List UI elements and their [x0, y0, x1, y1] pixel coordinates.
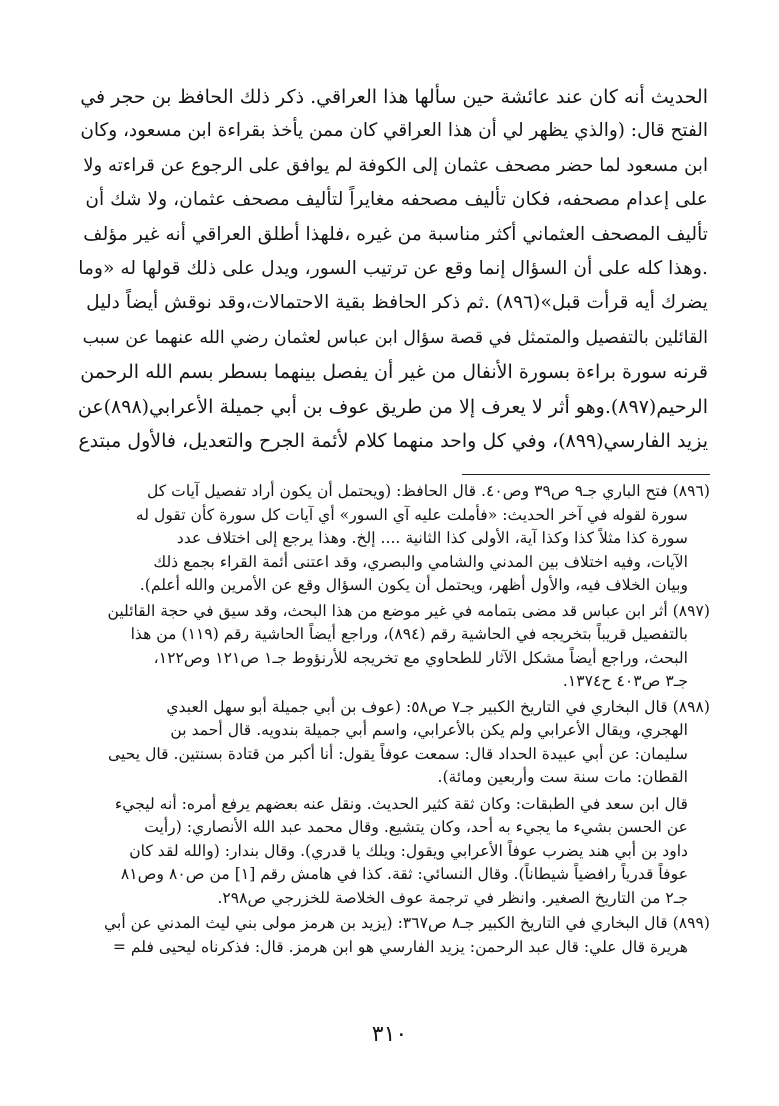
footnote-line: (٨٩٧) أثر ابن عباس قد مضى بتمامه في غير موضع من هذا البحث، وقد سيق في حجة القائلين: [107, 601, 710, 620]
main-text-line: قرنه سورة براءة بسورة الأنفال من غير أن يفصل بينهما بسطر بسم الله الرحمن: [80, 361, 708, 384]
footnote-line: الهجري، ويقال الأعرابي ولم يكن بالأعرابي، واسم أبي جميلة بندويه. قال أحمد بن: [170, 721, 688, 739]
footnote-897: [58, 600, 710, 694]
footnote-line: بالتفصيل قريباً بتخريجه في الحاشية رقم (٨٩٤)، وراجع أيضاً الحاشية رقم (١١٩) من هذا: [130, 625, 688, 643]
footnote-line: هريرة قال علي: قال عبد الرحمن: يزيد الفارسي هو ابن هرمز. قال: فذكرناه ليحيى فلم =: [112, 937, 688, 956]
footnote-line: جـ٢ من التاريخ الصغير. وانظر في ترجمة عوف الخلاصة للخزرجي ص٢٩٨.: [217, 888, 688, 907]
footnote-line: (٨٩٦) فتح الباري جـ٩ ص٣٩ وص٤٠. قال الحافظ: (ويحتمل أن يكون أراد تفصيل آيات كل: [146, 482, 710, 500]
footnote-line: القطان: مات سنة ست وأربعين ومائة).: [437, 768, 688, 786]
footnote-896: [58, 480, 710, 598]
footnote-line: عن الحسن بشيء ما يجيء به أحد، وكان يتشيع. وقال محمد عبد الله الأنصاري: (رأيت: [144, 818, 688, 836]
footnote-line: سليمان: عن أبي عبيدة الحداد قال: سمعت عوفاً يقول: أنا أكبر من قتادة بسنتين. قال يحيى: [108, 744, 688, 763]
main-text-line: يضرك أيه قرأت قبل»(٨٩٦) .ثم ذكر الحافظ بقية الاحتمالات،وقد نوقش أيضاً دليل: [86, 292, 708, 314]
footnote-line: سورة لقوله في آخر الحديث: «فأملت عليه آي السور» أي آيات كل سورة كأن تقول له: [135, 505, 688, 524]
footnote-line: (٨٩٨) قال البخاري في التاريخ الكبير جـ٧ ص٥٨: (عوف بن أبي جميلة أبو سهل العبدي: [166, 697, 710, 716]
footnote-line: عوفاً قدرياً رافضياً شيطاناً). وقال النسائي: ثقة. كذا في هامش رقم [١] من ص٨٠ وص٨١: [120, 865, 688, 883]
main-text-line: ابن مسعود لما حضر مصحف عثمان إلى الكوفة لم يوافق على الرجوع عن قراءته ولا: [83, 154, 708, 176]
main-text-line: الحديث أنه كان عند عائشة حين سألها هذا العراقي. ذكر ذلك الحافظ بن حجر في: [80, 86, 708, 108]
main-text: [78, 80, 708, 458]
main-text-line: الرحيم(٨٩٧).وهو أثر لا يعرف إلا من طريق عوف بن أبي جميلة الأعرابي(٨٩٨)عن: [78, 395, 708, 418]
footnote-separator: [462, 474, 710, 475]
footnote-898-continuation: [58, 793, 710, 911]
main-text-line: على إعدام مصحفه، فكان تأليف مصحفه مغايراً لتأليف مصحف عثمان، ولا شك أن: [85, 189, 708, 211]
footnote-line: البحث، وراجع أيضاً مشكل الآثار للطحاوي مع تخريجه للأرنؤوط جـ١ ص١٢١ وص١٢٢،: [153, 648, 688, 667]
footnote-line: داود بن أبي هند يضرب عوفاً الأعرابي ويقول: ويلك يا قدري). وقال بندار: (والله لقد كان: [129, 841, 688, 860]
footnote-line: (٨٩٩) قال البخاري في التاريخ الكبير جـ٨ ص٣٦٧: (يزيد بن هرمز مولى بني ليث المدني عن أبي: [104, 914, 710, 932]
footnote-898: [58, 696, 710, 911]
main-text-line: .وهذا كله على أن السؤال إنما وقع عن ترتيب السور، ويدل على ذلك قولها له «وما: [78, 257, 708, 279]
page-number: ٣١٠: [371, 1022, 408, 1047]
main-text-line: الفتح قال: (والذي يظهر لي أن هذا العراقي كان ممن يأخذ بقراءة ابن مسعود، وكان: [80, 120, 708, 142]
footnotes: [58, 480, 710, 961]
footnote-line: الآيات، وفيه اختلاف بين المدني والشامي والبصري، وقد اعتنى أئمة القراء بجمع ذلك: [153, 552, 688, 571]
footnote-line: جـ٣ ص٤٠٣ ح١٣٧٤.: [562, 672, 688, 690]
main-text-line: القائلين بالتفصيل والمتمثل في قصة سؤال ابن عباس لعثمان رضي الله عنهما عن سبب: [82, 327, 708, 348]
footnote-line: سورة كذا مثلاً كذا وكذا آية، الأولى كذا الثانية .... إلخ. وهذا يرجع إلى اختلاف عدد: [176, 529, 688, 547]
footnote-line: وبيان الخلاف فيه، والأول أظهر، ويحتمل أن يكون السؤال وقع عن الأمرين والله أعلم).: [139, 576, 688, 594]
main-text-line: يزيد الفارسي(٨٩٩)، وفي كل واحد منهما كلام لأئمة الجرح والتعديل، فالأول مبتدع: [78, 429, 708, 452]
footnote-line: قال ابن سعد في الطبقات: وكان ثقة كثير الحديث. ونقل عنه بعضهم يرفع أمره: أنه ليجيء: [114, 794, 688, 813]
footnote-899: [58, 912, 710, 959]
main-text-line: تأليف المصحف العثماني أكثر مناسبة من غيره ،فلهذا أطلق العراقي أنه غير مؤلف: [83, 223, 708, 245]
